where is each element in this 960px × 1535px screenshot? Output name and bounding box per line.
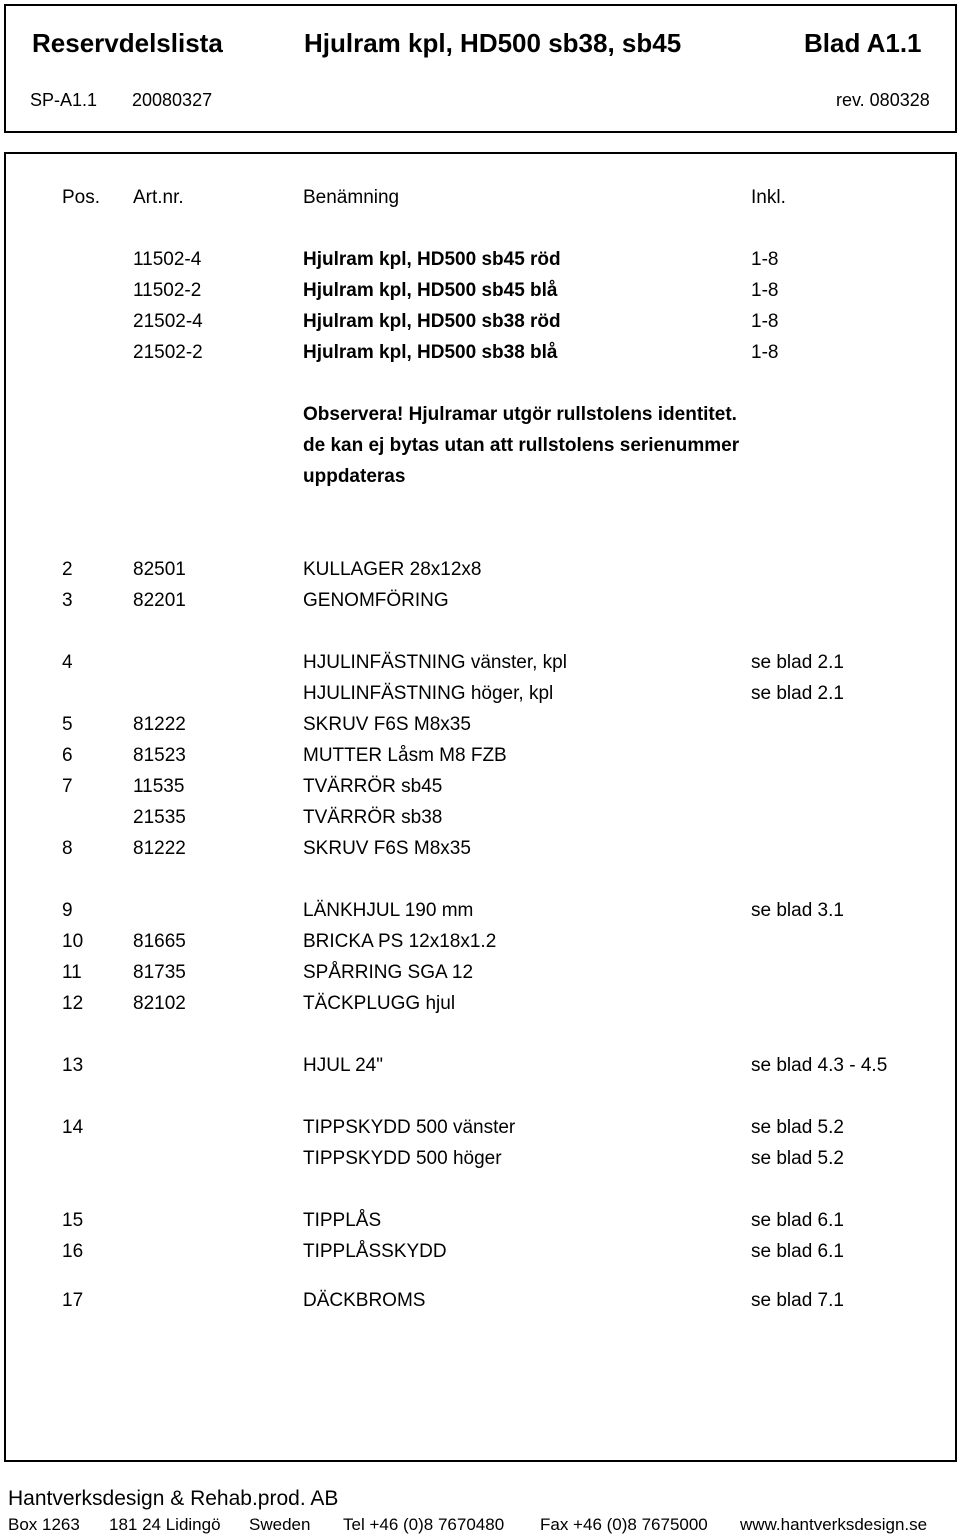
footer-country: Sweden — [249, 1515, 311, 1534]
revision-label: rev. 080328 — [836, 90, 930, 110]
header-box — [4, 4, 957, 133]
part-incl: se blad 6.1 — [751, 1210, 844, 1231]
footer-website: www.hantverksdesign.se — [740, 1515, 928, 1534]
part-pos: 6 — [62, 745, 73, 766]
header-art: Art.nr. — [133, 187, 184, 208]
footer-box: Box 1263 — [8, 1515, 80, 1534]
part-row — [0, 590, 960, 612]
part-pos: 13 — [62, 1055, 84, 1076]
sheet-number: Blad A1.1 — [804, 28, 922, 58]
part-pos: 5 — [62, 714, 73, 735]
frame-art: 21502-2 — [133, 342, 203, 363]
part-name: TIPPLÅS — [303, 1210, 382, 1231]
part-row — [0, 807, 960, 829]
note-text: uppdateras — [303, 466, 406, 487]
part-row — [0, 652, 960, 674]
company-name: Hantverksdesign & Rehab.prod. AB — [8, 1487, 339, 1510]
part-art: 82102 — [133, 993, 186, 1014]
part-pos: 9 — [62, 900, 73, 921]
frame-row — [0, 280, 960, 302]
part-row — [0, 1210, 960, 1232]
note-text: de kan ej bytas utan att rullstolens serienummer — [303, 435, 740, 456]
part-row — [0, 559, 960, 581]
part-row — [0, 1241, 960, 1263]
frame-row — [0, 249, 960, 271]
frame-row — [0, 342, 960, 364]
frame-art: 21502-4 — [133, 311, 203, 332]
frame-incl: 1-8 — [751, 280, 779, 301]
part-name: TIPPSKYDD 500 vänster — [303, 1117, 516, 1138]
part-incl: se blad 5.2 — [751, 1117, 844, 1138]
part-pos: 4 — [62, 652, 73, 673]
part-name: SKRUV F6S M8x35 — [303, 838, 471, 859]
part-row — [0, 931, 960, 953]
part-row — [0, 900, 960, 922]
note-line — [0, 404, 960, 426]
part-name: TVÄRRÖR sb45 — [303, 776, 443, 797]
part-incl: se blad 5.2 — [751, 1148, 844, 1169]
part-incl: se blad 3.1 — [751, 900, 844, 921]
part-pos: 15 — [62, 1210, 84, 1231]
part-name: HJUL 24" — [303, 1055, 383, 1076]
document-date: 20080327 — [132, 90, 213, 110]
part-name: KULLAGER 28x12x8 — [303, 559, 482, 580]
part-pos: 7 — [62, 776, 73, 797]
part-incl: se blad 2.1 — [751, 683, 844, 704]
footer-phone: Tel +46 (0)8 7670480 — [343, 1515, 505, 1534]
part-row — [0, 1117, 960, 1139]
frame-row — [0, 311, 960, 333]
part-name: GENOMFÖRING — [303, 590, 449, 611]
part-row — [0, 776, 960, 798]
part-name: SKRUV F6S M8x35 — [303, 714, 471, 735]
part-row — [0, 745, 960, 767]
part-row — [0, 683, 960, 705]
part-art: 82201 — [133, 590, 186, 611]
part-name: BRICKA PS 12x18x1.2 — [303, 931, 497, 952]
note-line — [0, 466, 960, 488]
part-art: 82501 — [133, 559, 186, 580]
part-name: HJULINFÄSTNING höger, kpl — [303, 683, 554, 704]
frame-art: 11502-2 — [133, 280, 202, 301]
part-pos: 8 — [62, 838, 73, 859]
footer-postal: 181 24 Lidingö — [109, 1515, 221, 1534]
column-headers — [0, 187, 960, 209]
part-art: 81735 — [133, 962, 186, 983]
part-pos: 2 — [62, 559, 73, 580]
frame-incl: 1-8 — [751, 249, 779, 270]
part-pos: 11 — [62, 962, 82, 983]
document-title: Reservdelslista — [32, 28, 223, 58]
part-row — [0, 838, 960, 860]
header-pos: Pos. — [62, 187, 101, 208]
part-name: TÄCKPLUGG hjul — [303, 993, 456, 1014]
header-name: Benämning — [303, 187, 400, 208]
footer-fax: Fax +46 (0)8 7675000 — [540, 1515, 708, 1534]
part-art: 81222 — [133, 838, 186, 859]
part-name: TVÄRRÖR sb38 — [303, 807, 443, 828]
part-row — [0, 714, 960, 736]
frame-name: Hjulram kpl, HD500 sb38 röd — [303, 311, 561, 332]
note-text: Observera! Hjulramar utgör rullstolens identitet. — [303, 404, 737, 425]
part-art: 81222 — [133, 714, 186, 735]
part-row — [0, 1148, 960, 1170]
frame-incl: 1-8 — [751, 311, 779, 332]
part-art: 21535 — [133, 807, 186, 828]
part-incl: se blad 2.1 — [751, 652, 844, 673]
part-incl: se blad 7.1 — [751, 1290, 844, 1311]
note-line — [0, 435, 960, 457]
part-name: SPÅRRING SGA 12 — [303, 962, 474, 983]
frame-art: 11502-4 — [133, 249, 202, 270]
part-incl: se blad 6.1 — [751, 1241, 844, 1262]
part-name: DÄCKBROMS — [303, 1290, 426, 1311]
part-name: HJULINFÄSTNING vänster, kpl — [303, 652, 567, 673]
part-pos: 17 — [62, 1290, 84, 1311]
part-pos: 10 — [62, 931, 84, 952]
part-name: TIPPLÅSSKYDD — [303, 1241, 447, 1262]
part-pos: 12 — [62, 993, 84, 1014]
part-pos: 14 — [62, 1117, 84, 1138]
part-name: LÄNKHJUL 190 mm — [303, 900, 474, 921]
frame-incl: 1-8 — [751, 342, 779, 363]
part-row — [0, 1055, 960, 1077]
part-name: TIPPSKYDD 500 höger — [303, 1148, 502, 1169]
header-incl: Inkl. — [751, 187, 786, 208]
part-name: MUTTER Låsm M8 FZB — [303, 745, 507, 766]
document-subtitle: Hjulram kpl, HD500 sb38, sb45 — [304, 28, 682, 58]
part-row — [0, 993, 960, 1015]
part-row — [0, 962, 960, 984]
frame-name: Hjulram kpl, HD500 sb45 blå — [303, 280, 558, 301]
document-id: SP-A1.1 — [30, 90, 98, 110]
frame-name: Hjulram kpl, HD500 sb45 röd — [303, 249, 561, 270]
part-art: 11535 — [133, 776, 185, 797]
frame-name: Hjulram kpl, HD500 sb38 blå — [303, 342, 558, 363]
part-row — [0, 1290, 960, 1312]
part-art: 81523 — [133, 745, 186, 766]
part-incl: se blad 4.3 - 4.5 — [751, 1055, 888, 1076]
part-pos: 3 — [62, 590, 73, 611]
part-pos: 16 — [62, 1241, 84, 1262]
part-art: 81665 — [133, 931, 186, 952]
